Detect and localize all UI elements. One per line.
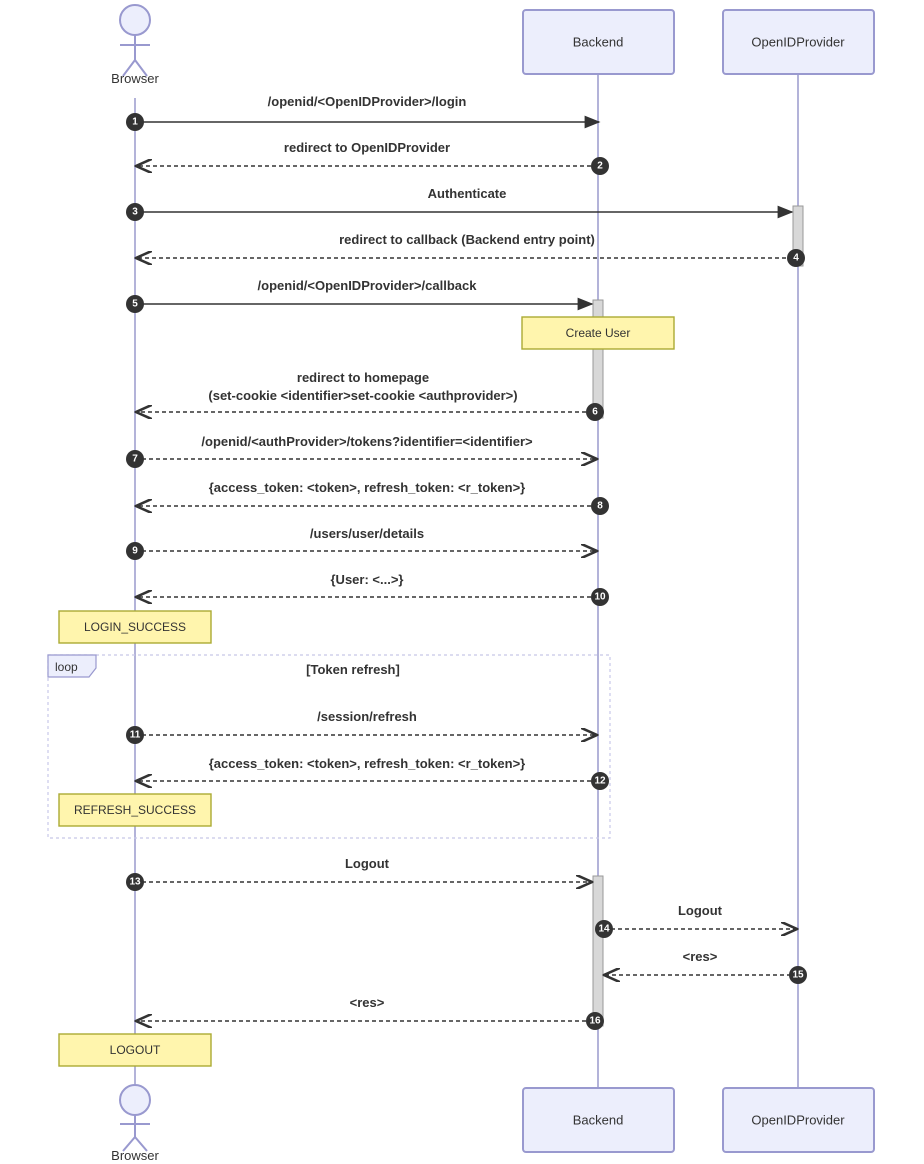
sequence-number-7: 7 xyxy=(132,453,138,465)
sequence-number-16: 16 xyxy=(589,1015,601,1027)
message-11 xyxy=(126,709,597,744)
message-label-10: {User: <...>} xyxy=(330,572,404,587)
message-16 xyxy=(136,995,604,1030)
message-label-6a: redirect to homepage xyxy=(296,370,430,385)
message-9 xyxy=(126,526,597,560)
participant-browser-top[interactable] xyxy=(111,5,159,86)
note-refresh-success xyxy=(59,794,211,826)
participant-label-openid-bottom: OpenIDProvider xyxy=(751,1112,845,1128)
message-label-1: /openid/<OpenIDProvider>/login xyxy=(267,94,467,109)
message-14 xyxy=(595,903,797,938)
message-label-13: Logout xyxy=(344,856,390,871)
participant-openid-bottom[interactable] xyxy=(723,1088,874,1152)
actor-body-icon xyxy=(120,35,150,76)
message-label-16: <res> xyxy=(349,995,385,1010)
participant-label-browser-bottom: Browser xyxy=(111,1148,159,1163)
message-12 xyxy=(136,756,609,790)
note-logout xyxy=(59,1034,211,1066)
message-13 xyxy=(126,856,592,891)
message-label-4: redirect to callback (Backend entry point) xyxy=(339,232,595,247)
sequence-number-14: 14 xyxy=(598,923,610,935)
message-4 xyxy=(136,232,805,267)
message-label-11: /session/refresh xyxy=(317,709,417,724)
sequence-number-11: 11 xyxy=(129,729,141,741)
message-7 xyxy=(126,434,597,468)
message-8 xyxy=(136,480,609,515)
message-6 xyxy=(136,370,604,421)
sequence-number-8: 8 xyxy=(597,500,603,512)
sequence-number-2: 2 xyxy=(597,160,603,172)
participant-backend-bottom[interactable] xyxy=(523,1088,674,1152)
actor-head-icon xyxy=(120,5,150,35)
sequence-number-3: 3 xyxy=(132,206,138,218)
message-3 xyxy=(126,186,792,221)
sequence-number-6: 6 xyxy=(592,406,598,418)
actor-body-icon xyxy=(120,1115,150,1151)
activation-backend-logout xyxy=(593,876,603,1026)
note-login-success xyxy=(59,611,211,643)
lifelines xyxy=(135,74,798,1088)
message-label-3: Authenticate xyxy=(427,186,507,201)
message-5 xyxy=(126,278,592,313)
participant-label-backend-bottom: Backend xyxy=(572,1112,624,1128)
participant-browser-bottom[interactable] xyxy=(111,1085,159,1163)
loop-tab-label: loop xyxy=(55,660,78,674)
message-label-6b: (set-cookie <identifier>set-cookie <authprovider>) xyxy=(208,388,518,403)
note-label-refresh-success: REFRESH_SUCCESS xyxy=(73,803,197,818)
loop-condition-label: [Token refresh] xyxy=(306,662,400,677)
actor-head-icon xyxy=(120,1085,150,1115)
message-10 xyxy=(136,572,609,606)
note-label-login-success: LOGIN_SUCCESS xyxy=(83,620,187,635)
message-label-9: /users/user/details xyxy=(309,526,425,541)
note-create-user xyxy=(522,317,674,349)
sequence-number-13: 13 xyxy=(129,876,141,888)
participant-openid-top[interactable] xyxy=(723,10,874,74)
message-label-14: Logout xyxy=(677,903,723,918)
message-label-7: /openid/<authProvider>/tokens?identifier=<identifier> xyxy=(201,434,533,449)
sequence-number-9: 9 xyxy=(132,545,138,557)
note-label-logout: LOGOUT xyxy=(109,1043,161,1058)
participant-label-browser-top: Browser xyxy=(111,71,159,86)
sequence-number-1: 1 xyxy=(132,116,138,128)
message-label-12: {access_token: <token>, refresh_token: <r_token>} xyxy=(208,756,526,771)
message-label-2: redirect to OpenIDProvider xyxy=(283,140,451,155)
participant-backend-top[interactable] xyxy=(523,10,674,74)
participant-label-backend-top: Backend xyxy=(572,34,624,50)
message-label-5: /openid/<OpenIDProvider>/callback xyxy=(257,278,477,293)
note-label-create-user: Create User xyxy=(565,326,631,341)
sequence-number-5: 5 xyxy=(132,298,138,310)
participant-label-openid-top: OpenIDProvider xyxy=(751,34,845,50)
message-2 xyxy=(136,140,609,175)
message-15 xyxy=(604,949,807,984)
messages xyxy=(126,94,807,1030)
notes xyxy=(59,317,674,1066)
sequence-number-10: 10 xyxy=(594,591,606,603)
sequence-number-15: 15 xyxy=(792,969,804,981)
message-label-15: <res> xyxy=(682,949,718,964)
message-1 xyxy=(126,94,599,131)
message-label-8: {access_token: <token>, refresh_token: <r_token>} xyxy=(208,480,526,495)
sequence-number-12: 12 xyxy=(594,775,606,787)
sequence-number-4: 4 xyxy=(793,252,799,264)
